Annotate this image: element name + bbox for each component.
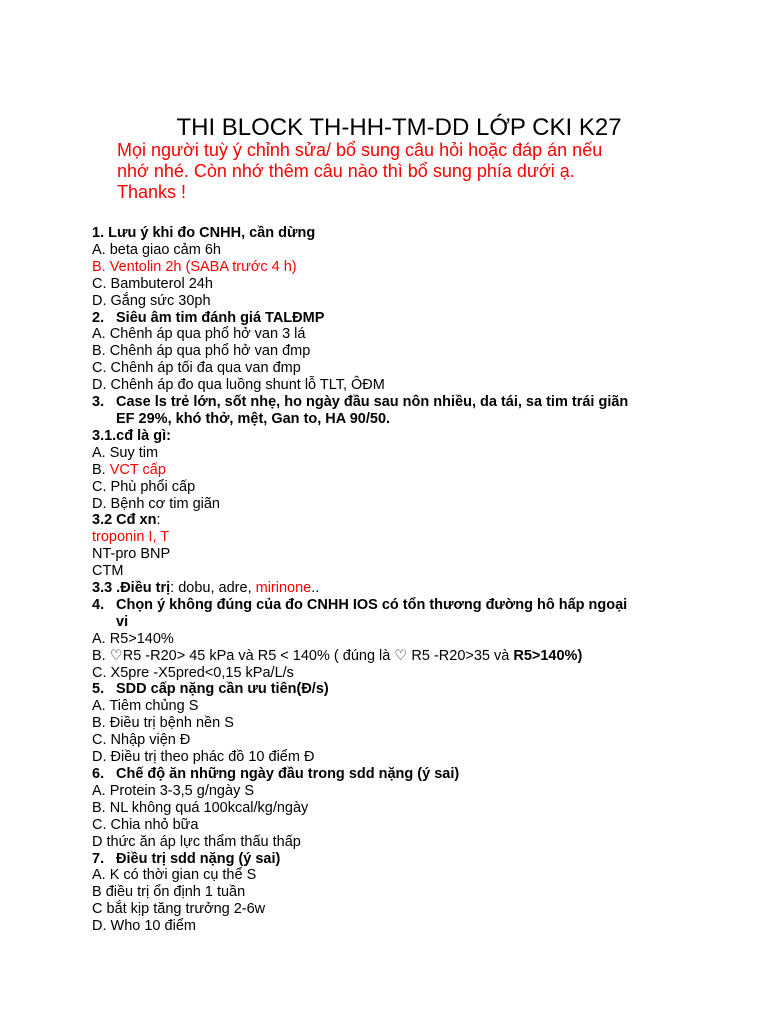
option-text: : dobu, adre, [170, 580, 256, 597]
question-2-option-c: C. Chênh áp tối đa qua van đmp [92, 360, 301, 377]
question-4-option-a: A. R5>140% [92, 630, 174, 647]
question-7-option-b: B điều trị ổn định 1 tuần [92, 884, 246, 901]
question-4-option-b [92, 648, 712, 665]
question-1-option-c: C. Bambuterol 24h [92, 275, 213, 292]
question-5-option-a: A. Tiêm chủng S [92, 698, 199, 715]
question-4-title [92, 597, 712, 614]
intro-line: nhớ nhé. Còn nhớ thêm câu nào thì bổ sung phía dưới ạ. [117, 161, 575, 181]
question-5-option-d: D. Điều trị theo phác đồ 10 điểm Đ [92, 749, 315, 766]
question-6-title [92, 766, 712, 783]
question-text: Chọn ý không đúng của đo CNHH IOS có tổn thương đường hô hấp ngoại [116, 596, 628, 613]
option-bold-text: R5>140%) [513, 647, 583, 664]
question-3-1-option-d: D. Bệnh cơ tim giãn [92, 495, 220, 512]
question-3-1-option-c: C. Phù phổi cấp [92, 478, 196, 495]
question-6-option-b: B. NL không quá 100kcal/kg/ngày [92, 799, 309, 816]
intro-note [117, 140, 677, 203]
question-7-option-d: D. Who 10 điểm [92, 918, 196, 935]
question-6-option-c: C. Chia nhỏ bữa [92, 816, 199, 833]
question-2-option-b: B. Chênh áp qua phổ hở van đmp [92, 343, 311, 360]
question-1-option-b-answer: B. Ventolin 2h (SABA trước 4 h) [92, 258, 297, 275]
question-5-title [92, 681, 712, 698]
question-text: SDD cấp nặng cần ưu tiên(Đ/s) [116, 681, 329, 698]
question-5-option-b: B. Điều trị bệnh nền S [92, 715, 234, 732]
question-7-option-a: A. K có thời gian cụ thể S [92, 867, 257, 884]
question-3-title [92, 394, 712, 411]
question-3-2-answer: troponin I, T [92, 529, 170, 546]
question-3-1-option-b [92, 462, 712, 479]
question-2-option-d: D. Chênh áp đo qua luồng shunt lỗ TLT, ÔĐM [92, 377, 385, 394]
question-1-option-d: D. Gắng sức 30ph [92, 292, 211, 309]
question-number: 7. [92, 850, 105, 867]
question-5-option-c: C. Nhập viện Đ [92, 732, 191, 749]
question-3-title-continued: EF 29%, khó thở, mệt, Gan to, HA 90/50. [116, 410, 391, 427]
question-7-option-c: C bắt kịp tăng trưởng 2-6w [92, 901, 266, 918]
question-3-3 [92, 580, 712, 597]
option-text: B. ♡R5 -R20> 45 kPa và R5 < 140% ( đúng là ♡ R5 -R20>35 và [92, 647, 514, 664]
question-3-1-option-a: A. Suy tim [92, 444, 159, 461]
question-3-1-title: 3.1.cđ là gì: [92, 427, 171, 444]
intro-line: Mọi người tuỳ ý chỉnh sửa/ bổ sung câu hỏi hoặc đáp án nếu [117, 140, 603, 160]
question-text: 3.2 Cđ xn [92, 512, 157, 529]
option-prefix: B. [92, 461, 110, 478]
question-7-title [92, 851, 712, 868]
option-suffix: .. [311, 580, 320, 597]
question-number: 3. [92, 394, 105, 411]
question-1-title: 1. Lưu ý khi đo CNHH, cần dừng [92, 225, 316, 241]
question-6-option-d: D thức ăn áp lực thẩm thấu thấp [92, 833, 301, 850]
question-text: Chế độ ăn những ngày đầu trong sdd nặng (ý sai) [116, 766, 460, 782]
option-answer: VCT cấp [109, 461, 166, 478]
question-3-2-item: CTM [92, 563, 124, 580]
question-number: 5. [92, 681, 105, 698]
question-number: 6. [92, 766, 105, 782]
document-title: THI BLOCK TH-HH-TM-DD LỚP CKI K27 [176, 114, 622, 141]
option-answer: mirinone [255, 580, 312, 597]
question-4-title-continued: vi [116, 613, 129, 630]
question-1-option-a: A. beta giao cảm 6h [92, 241, 221, 258]
title-suffix: : [156, 512, 161, 529]
question-text: Điều trị sdd nặng (ý sai) [116, 850, 281, 867]
question-2-title [92, 310, 712, 327]
question-number: 4. [92, 596, 105, 613]
question-2-option-a: A. Chênh áp qua phổ hở van 3 lá [92, 326, 306, 343]
question-list [92, 225, 712, 935]
question-text: Siêu âm tim đánh giá TALĐMP [116, 309, 325, 326]
question-text: Case ls trẻ lớn, sốt nhẹ, ho ngày đầu sau nôn nhiều, da tái, sa tim trái giãn [116, 394, 629, 411]
question-3-2-title [92, 512, 712, 529]
question-4-option-c: C. X5pre -X5pred<0,15 kPa/L/s [92, 664, 294, 681]
question-3-2-item: NT-pro BNP [92, 546, 171, 563]
question-6-option-a: A. Protein 3-3,5 g/ngày S [92, 782, 255, 799]
question-text: 3.3 .Điều trị [92, 580, 171, 597]
question-number: 2. [92, 309, 105, 326]
intro-line: Thanks ! [117, 182, 187, 202]
